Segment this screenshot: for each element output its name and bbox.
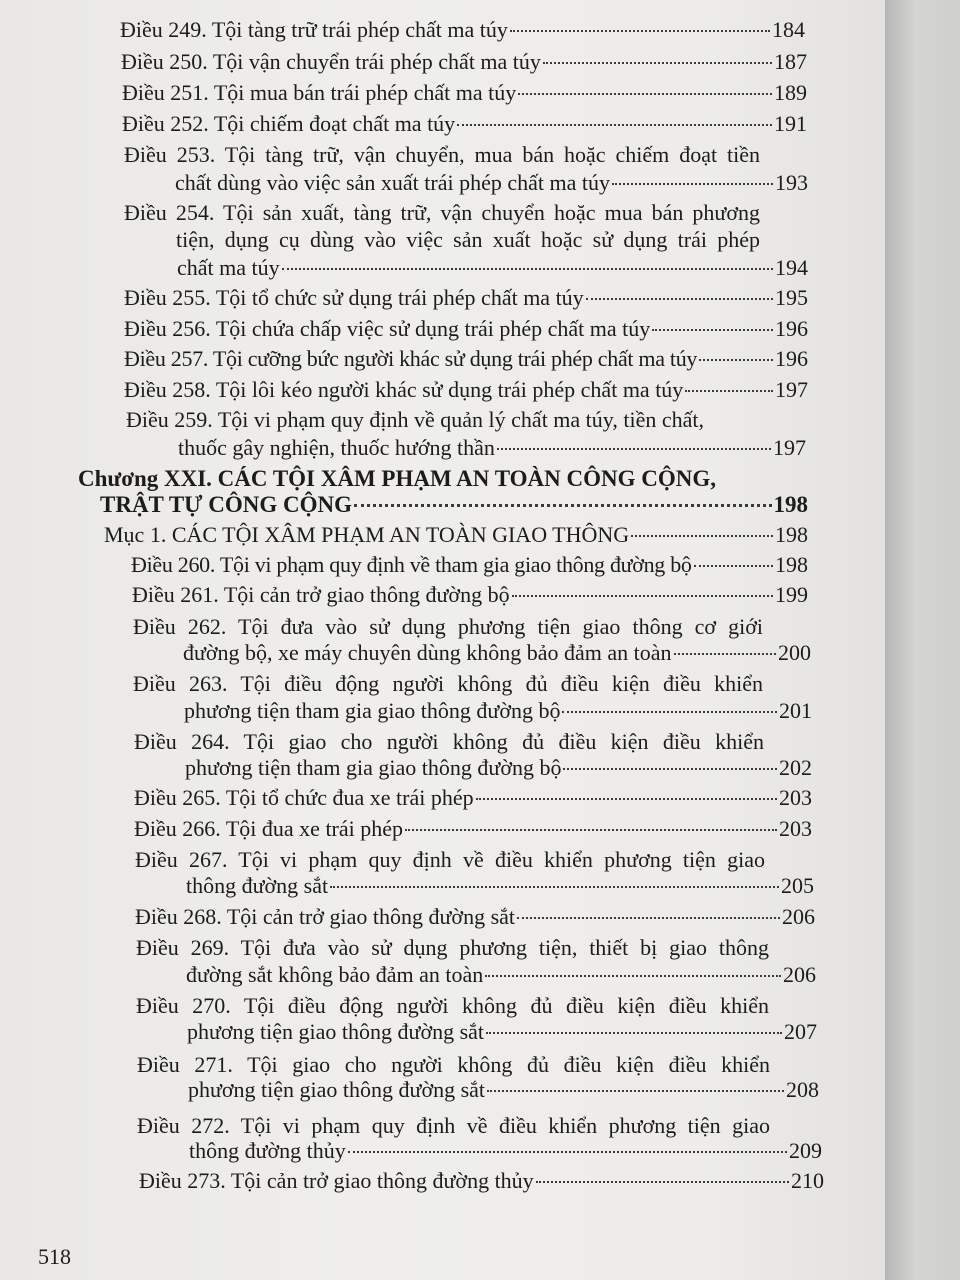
entry-page: 189 [774, 80, 807, 105]
entry-page: 203 [779, 785, 812, 810]
dot-leader [330, 885, 779, 888]
dot-leader [512, 594, 773, 597]
entry-page: 191 [774, 111, 807, 136]
toc-chapter-21[interactable] [100, 491, 808, 519]
toc-entry-269-line1: Điều 269. Tội đưa vào sử dụng phương tiện, thiết bị giao thông [136, 935, 769, 960]
entry-title: thông đường sắt [186, 873, 329, 898]
entry-page: 206 [782, 904, 815, 929]
entry-title: Điều 273. Tội cản trở giao thông đường thủy [139, 1168, 534, 1193]
toc-entry-271[interactable] [188, 1076, 819, 1104]
entry-page: 196 [775, 316, 808, 341]
entry-page: 202 [779, 755, 812, 780]
toc-entry-270[interactable] [187, 1018, 817, 1046]
entry-title: chất dùng vào việc sản xuất trái phép chất ma túy [175, 170, 610, 195]
entry-title: thuốc gây nghiện, thuốc hướng thần [178, 435, 495, 460]
toc-entry-254[interactable] [177, 254, 808, 282]
entry-title: TRẬT TỰ CÔNG CỘNG [100, 492, 352, 517]
entry-page: 198 [775, 522, 808, 547]
entry-page: 184 [772, 17, 805, 42]
entry-title: Điều 255. Tội tổ chức sử dụng trái phép chất ma túy [124, 285, 584, 310]
entry-page: 209 [789, 1138, 822, 1163]
toc-entry-262-line1: Điều 262. Tội đưa vào sử dụng phương tiện giao thông cơ giới [133, 614, 763, 639]
entry-page: 196 [775, 346, 808, 371]
entry-title: Điều 261. Tội cản trở giao thông đường bộ [132, 582, 510, 607]
toc-entry-254-line1: Điều 254. Tội sản xuất, tàng trữ, vận chuyển hoặc mua bán phương [124, 200, 760, 225]
entry-title: phương tiện giao thông đường sắt [188, 1077, 486, 1102]
dot-leader [612, 182, 773, 185]
toc-entry-253[interactable] [175, 169, 808, 197]
entry-title: phương tiện tham gia giao thông đường bộ [185, 755, 562, 780]
toc-entry-265[interactable] [134, 784, 812, 812]
dot-leader [586, 297, 773, 300]
entry-title: Điều 268. Tội cản trở giao thông đường sắt [135, 904, 516, 929]
dot-leader [518, 92, 772, 95]
toc-entry-263[interactable] [184, 697, 812, 725]
toc-entry-270-line1: Điều 270. Tội điều động người không đủ điều kiện điều khiển [136, 993, 769, 1018]
toc-entry-258[interactable] [124, 376, 808, 404]
dot-leader [563, 767, 777, 770]
toc-entry-253-line1: Điều 253. Tội tàng trữ, vận chuyển, mua bán hoặc chiếm đoạt tiền [124, 142, 760, 167]
entry-title: đường bộ, xe máy chuyên dùng không bảo đảm an toàn [183, 640, 672, 665]
dot-leader [517, 916, 780, 919]
entry-title: phương tiện tham gia giao thông đường bộ [184, 698, 561, 723]
entry-title: Mục 1. CÁC TỘI XÂM PHẠM AN TOÀN GIAO THÔNG [104, 522, 630, 547]
dot-leader [354, 503, 772, 507]
dot-leader [652, 328, 773, 331]
dot-leader [487, 1089, 784, 1092]
dot-leader [486, 1031, 782, 1034]
entry-title: thông đường thủy [189, 1138, 346, 1163]
entry-page: 203 [779, 816, 812, 841]
dot-leader [282, 267, 773, 270]
toc-entry-254-line2: tiện, dụng cụ dùng vào việc sản xuất hoặc sử dụng trái phép [176, 227, 760, 252]
toc-entry-262[interactable] [183, 639, 811, 667]
toc-entry-264-line1: Điều 264. Tội giao cho người không đủ điều kiện điều khiển [134, 729, 764, 754]
entry-title: đường sắt không bảo đảm an toàn [186, 962, 484, 987]
toc-entry-272[interactable] [189, 1137, 822, 1165]
dot-leader [631, 534, 773, 537]
chapter-21-line1: Chương XXI. CÁC TỘI XÂM PHẠM AN TOÀN CÔNG CỘNG, [78, 466, 717, 491]
entry-page: 194 [775, 255, 808, 280]
entry-page: 201 [779, 698, 812, 723]
toc-entry-264[interactable] [185, 754, 812, 782]
dot-leader [543, 61, 772, 64]
entry-page: 193 [775, 170, 808, 195]
dot-leader [536, 1180, 789, 1183]
toc-entry-266[interactable] [134, 815, 812, 843]
toc-entry-272-line1: Điều 272. Tội vi phạm quy định về điều khiển phương tiện giao [137, 1113, 770, 1138]
entry-page: 210 [791, 1168, 824, 1193]
toc-entry-267-line1: Điều 267. Tội vi phạm quy định về điều khiển phương tiện giao [135, 847, 765, 872]
toc-entry-259[interactable] [178, 434, 806, 462]
toc-entry-249[interactable] [120, 16, 805, 44]
entry-title: Điều 257. Tội cưỡng bức người khác sử dụng trái phép chất ma túy [124, 346, 698, 371]
entry-title: phương tiện giao thông đường sắt [187, 1019, 485, 1044]
entry-page: 200 [778, 640, 811, 665]
dot-leader [562, 710, 777, 713]
dot-leader [497, 447, 771, 450]
entry-title: chất ma túy [177, 255, 280, 280]
toc-entry-255[interactable] [124, 284, 808, 312]
entry-title: Điều 252. Tội chiếm đoạt chất ma túy [122, 111, 456, 136]
toc-section-1[interactable] [104, 521, 808, 549]
entry-page: 205 [781, 873, 814, 898]
toc-entry-251[interactable] [122, 79, 807, 107]
entry-page: 208 [786, 1077, 819, 1102]
entry-title: Điều 256. Tội chứa chấp việc sử dụng trái phép chất ma túy [124, 316, 651, 341]
page-number: 518 [38, 1244, 71, 1269]
entry-title: Điều 251. Tội mua bán trái phép chất ma túy [122, 80, 517, 105]
toc-entry-273[interactable] [139, 1167, 824, 1195]
dot-leader [348, 1150, 787, 1153]
entry-title: Điều 260. Tội vi phạm quy định về tham gia giao thông đường bộ [131, 552, 692, 577]
entry-title: Điều 266. Tội đua xe trái phép [134, 816, 404, 841]
toc-entry-267[interactable] [186, 872, 814, 900]
toc-entry-261[interactable] [132, 581, 808, 609]
toc-entry-263-line1: Điều 263. Tội điều động người không đủ điều kiện điều khiển [133, 671, 763, 696]
book-edge [885, 0, 960, 1280]
dot-leader [685, 389, 773, 392]
dot-leader [510, 29, 770, 32]
toc-entry-268[interactable] [135, 903, 815, 931]
entry-page: 195 [775, 285, 808, 310]
entry-page: 199 [775, 582, 808, 607]
entry-title: Điều 249. Tội tàng trữ trái phép chất ma túy [120, 17, 508, 42]
dot-leader [694, 564, 773, 567]
toc-entry-269[interactable] [186, 961, 816, 989]
dot-leader [485, 974, 781, 977]
entry-page: 197 [775, 377, 808, 402]
entry-page: 197 [773, 435, 806, 460]
entry-title: Điều 265. Tội tổ chức đua xe trái phép [134, 785, 474, 810]
entry-page: 187 [774, 49, 807, 74]
dot-leader [457, 123, 772, 126]
entry-page: 207 [784, 1019, 817, 1044]
entry-page: 206 [783, 962, 816, 987]
dot-leader [674, 652, 776, 655]
toc-entry-271-line1: Điều 271. Tội giao cho người không đủ điều kiện điều khiển [137, 1052, 770, 1077]
toc-entry-250[interactable] [121, 48, 807, 76]
entry-title: Điều 258. Tội lôi kéo người khác sử dụng trái phép chất ma túy [124, 377, 684, 402]
dot-leader [405, 828, 777, 831]
toc-entry-256[interactable] [124, 315, 808, 343]
toc-entry-260[interactable] [131, 551, 808, 579]
dot-leader [476, 797, 777, 800]
toc-entry-252[interactable] [122, 110, 807, 138]
entry-page: 198 [773, 492, 808, 517]
dot-leader [699, 358, 773, 361]
entry-title: Điều 250. Tội vận chuyển trái phép chất ma túy [121, 49, 541, 74]
entry-page: 198 [775, 552, 808, 577]
toc-entry-257[interactable] [124, 345, 808, 373]
toc-entry-259-line1: Điều 259. Tội vi phạm quy định về quản lý chất ma túy, tiền chất, [126, 407, 704, 432]
